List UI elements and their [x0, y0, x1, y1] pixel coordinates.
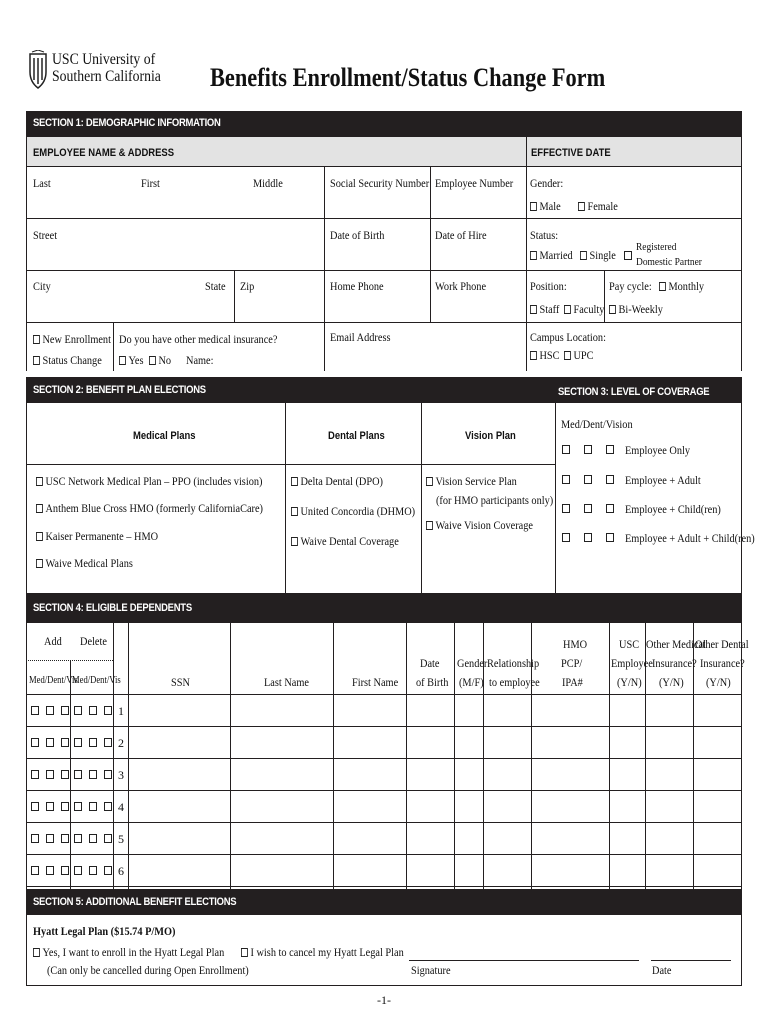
hyatt-cancel-checkbox[interactable] [241, 948, 248, 957]
date-line[interactable] [651, 960, 731, 961]
dependent-row-number: 3 [118, 768, 124, 782]
logo-line1: USC University of [52, 51, 156, 68]
upc-option[interactable]: UPC [564, 348, 594, 363]
dependent-checkbox[interactable] [46, 802, 54, 811]
monthly-option[interactable]: Monthly [659, 279, 704, 294]
dependent-checkbox[interactable] [89, 770, 97, 779]
coverage-level-label: Employee + Adult [625, 473, 701, 487]
hyatt-enroll-checkbox[interactable] [33, 948, 40, 957]
page-number: -1- [377, 993, 391, 1007]
insurance-yes-checkbox[interactable] [119, 356, 126, 365]
dependent-checkbox[interactable] [74, 706, 82, 715]
delete-header: Delete [80, 634, 107, 648]
vsp-checkbox[interactable] [426, 477, 433, 486]
dob-header-1: Date [420, 656, 440, 670]
pay-cycle-label: Pay cycle: [609, 279, 652, 293]
insurance-no-checkbox[interactable] [149, 356, 156, 365]
dependent-row-number: 1 [118, 704, 124, 718]
middle-name-label: Middle [253, 176, 283, 190]
coverage-checkbox[interactable] [562, 533, 570, 542]
grid-line [26, 726, 742, 727]
dependent-checkbox[interactable] [74, 738, 82, 747]
gender-label: Gender: [530, 176, 564, 190]
new-enrollment-option[interactable]: New Enrollment [33, 332, 111, 347]
first-name-header: First Name [352, 675, 399, 689]
status-married-option[interactable]: Married [530, 248, 573, 263]
other-dental-header-1: Other Dental [695, 637, 749, 651]
ssn-label: Social Security Number [330, 176, 430, 190]
dependent-checkbox[interactable] [61, 866, 69, 875]
upc-checkbox[interactable] [564, 351, 571, 360]
dependent-checkbox[interactable] [89, 802, 97, 811]
coverage-checkbox[interactable] [562, 445, 570, 454]
biweekly-option[interactable]: Bi-Weekly [609, 302, 663, 317]
other-medical-header-2: Insurance? [652, 656, 697, 670]
medical-plan-kaiser[interactable]: Kaiser Permanente – HMO [36, 529, 158, 544]
employee-number-label: Employee Number [435, 176, 514, 190]
dependent-checkbox[interactable] [46, 834, 54, 843]
gender-header-1: Gender [457, 656, 488, 670]
united-checkbox[interactable] [291, 507, 298, 516]
usc-header-1: USC [619, 637, 640, 651]
dependent-checkbox[interactable] [104, 802, 112, 811]
hmo-header-3: IPA# [562, 675, 583, 689]
vision-plan-waive[interactable]: Waive Vision Coverage [426, 518, 533, 533]
male-checkbox[interactable] [530, 202, 537, 211]
dependent-checkbox[interactable] [104, 770, 112, 779]
dependent-checkbox[interactable] [74, 834, 82, 843]
monthly-checkbox[interactable] [659, 282, 666, 291]
hsc-option[interactable]: HSC [530, 348, 560, 363]
delta-checkbox[interactable] [291, 477, 298, 486]
ppo-checkbox[interactable] [36, 477, 43, 486]
dependent-checkbox[interactable] [61, 706, 69, 715]
add-header: Add [44, 634, 62, 648]
med-dent-vision-label: Med/Dent/Vision [561, 417, 633, 431]
dependent-row-number: 6 [118, 864, 124, 878]
gender-male-option[interactable]: Male [530, 199, 561, 214]
city-label: City [33, 279, 51, 293]
domestic-partner-label: Domestic Partner [636, 256, 702, 268]
dependent-checkbox[interactable] [74, 866, 82, 875]
dependent-checkbox[interactable] [61, 770, 69, 779]
last-name-label: Last [33, 176, 51, 190]
coverage-level-label: Employee + Adult + Child(ren) [625, 531, 755, 545]
email-label: Email Address [330, 330, 391, 344]
single-checkbox[interactable] [580, 251, 587, 260]
grid-line [230, 623, 231, 889]
dependent-row-number: 4 [118, 800, 124, 814]
insurance-name-label: Name: [186, 353, 214, 367]
dependent-checkbox[interactable] [46, 866, 54, 875]
medical-plans-header: Medical Plans [133, 430, 196, 442]
dental-plan-waive[interactable]: Waive Dental Coverage [291, 534, 399, 549]
coverage-checkbox[interactable] [606, 445, 614, 454]
effective-date-header: EFFECTIVE DATE [531, 147, 611, 159]
grid-line [333, 623, 334, 889]
dependent-checkbox[interactable] [31, 738, 39, 747]
vision-plan-header: Vision Plan [465, 430, 516, 442]
waive-dental-checkbox[interactable] [291, 537, 298, 546]
waive-medical-checkbox[interactable] [36, 559, 43, 568]
work-phone-label: Work Phone [435, 279, 487, 293]
dependent-checkbox[interactable] [46, 738, 54, 747]
medical-plan-ppo[interactable]: USC Network Medical Plan – PPO (includes vision) [36, 474, 262, 489]
status-change-checkbox[interactable] [33, 356, 40, 365]
doh-label: Date of Hire [435, 228, 487, 242]
vision-plan-note: (for HMO participants only) [436, 493, 554, 507]
dob-header-2: of Birth [416, 675, 449, 689]
dependent-checkbox[interactable] [61, 738, 69, 747]
logo-line2: Southern California [52, 68, 161, 85]
coverage-checkbox[interactable] [606, 504, 614, 513]
dependent-row-number: 2 [118, 736, 124, 750]
coverage-checkbox[interactable] [584, 504, 592, 513]
add-delete-divider [26, 660, 113, 661]
insurance-no-option[interactable]: No [149, 353, 171, 368]
coverage-checkbox[interactable] [584, 533, 592, 542]
dental-plan-delta[interactable]: Delta Dental (DPO) [291, 474, 383, 489]
dependent-checkbox[interactable] [104, 706, 112, 715]
hmo-header-2: PCP/ [561, 656, 583, 670]
faculty-checkbox[interactable] [564, 305, 571, 314]
status-label: Status: [530, 228, 559, 242]
staff-checkbox[interactable] [530, 305, 537, 314]
coverage-level-label: Employee + Child(ren) [625, 502, 721, 516]
dependent-checkbox[interactable] [89, 738, 97, 747]
coverage-checkbox[interactable] [584, 445, 592, 454]
coverage-checkbox[interactable] [562, 475, 570, 484]
usc-logo [28, 50, 161, 92]
new-enrollment-checkbox[interactable] [33, 335, 40, 344]
anthem-checkbox[interactable] [36, 504, 43, 513]
dependent-checkbox[interactable] [104, 834, 112, 843]
zip-label: Zip [240, 279, 255, 293]
waive-vision-checkbox[interactable] [426, 521, 433, 530]
medical-plan-anthem[interactable]: Anthem Blue Cross HMO (formerly CaliforniaCare) [36, 501, 263, 516]
ssn-header: SSN [171, 675, 190, 689]
delete-mdv-label: Med/Dent/Vis [72, 675, 121, 686]
dental-plans-header: Dental Plans [328, 430, 385, 442]
add-mdv-label: Med/Dent/Vis [29, 675, 78, 686]
gender-female-option[interactable]: Female [578, 199, 618, 214]
grid-line [609, 623, 610, 889]
status-change-option[interactable]: Status Change [33, 353, 102, 368]
dob-label: Date of Birth [330, 228, 385, 242]
dependent-checkbox[interactable] [31, 802, 39, 811]
campus-location-label: Campus Location: [530, 330, 606, 344]
female-checkbox[interactable] [578, 202, 585, 211]
status-single-option[interactable]: Single [580, 248, 616, 263]
grid-line [26, 822, 742, 823]
dependent-checkbox[interactable] [104, 738, 112, 747]
grid-line [26, 790, 742, 791]
hyatt-enroll-option[interactable]: Yes, I want to enroll in the Hyatt Legal Plan [33, 945, 224, 960]
coverage-checkbox[interactable] [584, 475, 592, 484]
domestic-partner-checkbox[interactable] [624, 251, 632, 260]
position-label: Position: [530, 279, 567, 293]
section3-bar-label: SECTION 3: LEVEL OF COVERAGE [558, 386, 710, 398]
first-name-label: First [141, 176, 160, 190]
dependent-checkbox[interactable] [74, 802, 82, 811]
biweekly-checkbox[interactable] [609, 305, 616, 314]
signature-label: Signature [411, 963, 451, 977]
dental-plan-united[interactable]: United Concordia (DHMO) [291, 504, 415, 519]
dependent-checkbox[interactable] [31, 834, 39, 843]
grid-line [26, 758, 742, 759]
coverage-level-label: Employee Only [625, 443, 691, 457]
grid-line [26, 694, 742, 695]
grid-line [113, 623, 114, 889]
grid-line [406, 623, 407, 889]
dependent-row-number: 5 [118, 832, 124, 846]
grid-line [26, 886, 742, 887]
usc-header-2: Employee [611, 656, 653, 670]
registered-label: Registered [636, 241, 677, 253]
relationship-header-1: Relationship [487, 656, 540, 670]
hmo-header-1: HMO [563, 637, 588, 651]
dependent-checkbox[interactable] [31, 866, 39, 875]
medical-plan-waive[interactable]: Waive Medical Plans [36, 556, 133, 571]
dependent-checkbox[interactable] [46, 770, 54, 779]
grid-line [454, 623, 455, 889]
usc-seal-icon [28, 50, 48, 90]
insurance-yes-option[interactable]: Yes [119, 353, 143, 368]
state-label: State [205, 279, 226, 293]
vision-plan-vsp[interactable]: Vision Service Plan [426, 474, 517, 489]
section4-bar: SECTION 4: ELIGIBLE DEPENDENTS [26, 593, 742, 623]
grid-line [128, 623, 129, 889]
kaiser-checkbox[interactable] [36, 532, 43, 541]
dependent-checkbox[interactable] [46, 706, 54, 715]
dependent-checkbox[interactable] [31, 706, 39, 715]
hyatt-cancel-option[interactable]: I wish to cancel my Hyatt Legal Plan [241, 945, 404, 960]
other-insurance-question: Do you have other medical insurance? [119, 332, 278, 346]
grid-line [26, 854, 742, 855]
hyatt-legal-plan-title: Hyatt Legal Plan ($15.74 P/MO) [33, 924, 176, 938]
hsc-checkbox[interactable] [530, 351, 537, 360]
employee-name-address-header: EMPLOYEE NAME & ADDRESS [33, 147, 175, 159]
grid-line [26, 623, 27, 889]
usc-header-3: (Y/N) [617, 675, 642, 689]
section2-bar: SECTION 2: BENEFIT PLAN ELECTIONS SECTION 3: LEVEL OF COVERAGE [26, 377, 742, 403]
signature-line[interactable] [409, 960, 639, 961]
other-medical-header-1: Other Medical [646, 637, 706, 651]
section1-bar: SECTION 1: DEMOGRAPHIC INFORMATION [26, 111, 742, 137]
coverage-checkbox[interactable] [562, 504, 570, 513]
dependent-checkbox[interactable] [61, 834, 69, 843]
section5-bar: SECTION 5: ADDITIONAL BENEFIT ELECTIONS [26, 889, 742, 915]
gender-header-2: (M/F) [459, 675, 484, 689]
faculty-option[interactable]: Faculty [564, 302, 604, 317]
street-label: Street [33, 228, 58, 242]
other-dental-header-3: (Y/N) [706, 675, 731, 689]
last-name-header: Last Name [264, 675, 309, 689]
other-dental-header-2: Insurance? [700, 656, 745, 670]
dependent-checkbox[interactable] [61, 802, 69, 811]
home-phone-label: Home Phone [330, 279, 384, 293]
dependent-checkbox[interactable] [31, 770, 39, 779]
coverage-checkbox[interactable] [606, 475, 614, 484]
hyatt-enroll-note: (Can only be cancelled during Open Enrollment) [47, 963, 249, 977]
dependent-checkbox[interactable] [89, 866, 97, 875]
date-label: Date [652, 963, 672, 977]
dependent-checkbox[interactable] [89, 834, 97, 843]
married-checkbox[interactable] [530, 251, 537, 260]
page-title: Benefits Enrollment/Status Change Form [210, 63, 606, 92]
coverage-checkbox[interactable] [606, 533, 614, 542]
dependent-checkbox[interactable] [104, 866, 112, 875]
other-medical-header-3: (Y/N) [659, 675, 684, 689]
relationship-header-2: to employee [489, 675, 540, 689]
staff-option[interactable]: Staff [530, 302, 559, 317]
dependent-checkbox[interactable] [89, 706, 97, 715]
dependent-checkbox[interactable] [74, 770, 82, 779]
